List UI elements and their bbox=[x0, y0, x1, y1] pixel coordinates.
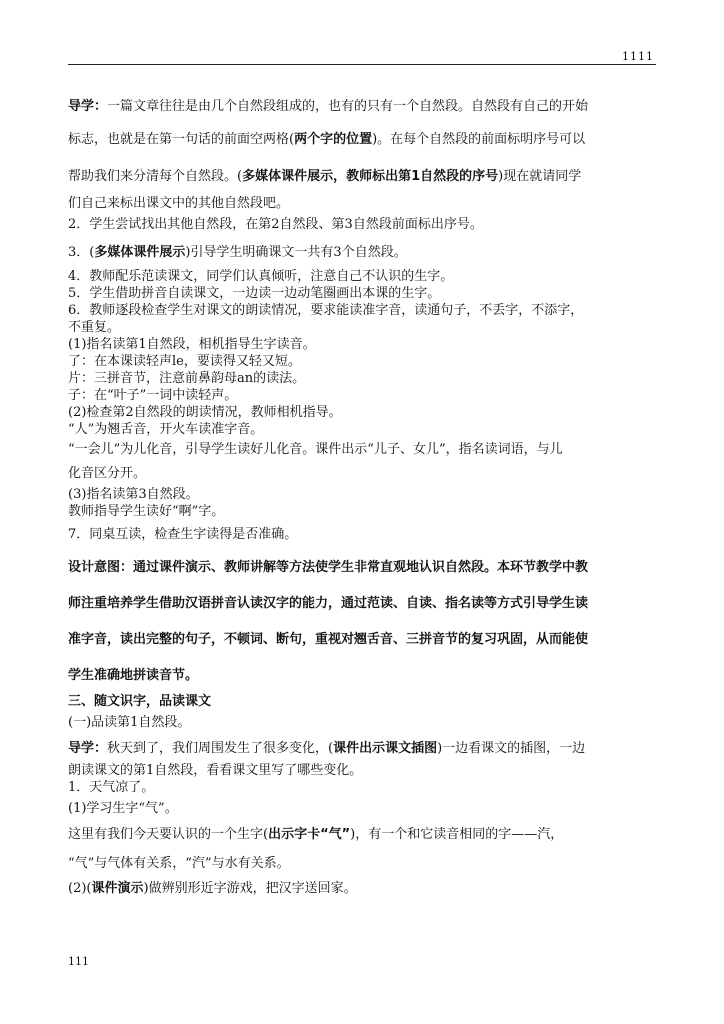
text-line bbox=[68, 735, 658, 762]
text-run: (1)学习生字“气”。 bbox=[68, 801, 178, 816]
text-line bbox=[68, 879, 658, 899]
text-line bbox=[68, 503, 658, 520]
text-line bbox=[68, 319, 658, 336]
text-run: “人”为翘舌音，开火车读准字音。 bbox=[68, 422, 264, 437]
text-line bbox=[68, 195, 658, 212]
text-run: “气”与气体有关系，“汽”与水有关系。 bbox=[68, 856, 290, 871]
text-line bbox=[68, 336, 658, 353]
text-run: 7．同桌互读，检查生字读得是否准确。 bbox=[68, 527, 298, 542]
text-line bbox=[68, 520, 658, 550]
text-run: (一)品读第1自然段。 bbox=[68, 715, 191, 730]
text-run: 一篇文章往往是由几个自然段组成的，也有的只有一个自然段。自然段有自己的开始 bbox=[107, 99, 589, 114]
bold-text: 课件演示 bbox=[91, 881, 144, 896]
text-run: 不重复。 bbox=[68, 320, 121, 335]
text-line bbox=[68, 779, 658, 796]
text-run: (1)指名读第1自然段，相机指导生字读音。 bbox=[68, 337, 316, 352]
bold-text: 出示字卡“气” bbox=[268, 827, 351, 842]
text-line bbox=[68, 462, 658, 486]
text-line bbox=[68, 586, 658, 622]
text-line bbox=[68, 849, 658, 879]
text-line bbox=[68, 438, 658, 462]
bold-text: 三、随文识字，品读课文 bbox=[68, 694, 212, 709]
text-run: 这里有我们今天要认识的一个生字( bbox=[68, 827, 269, 842]
text-run: )现在就请同学 bbox=[498, 169, 582, 184]
text-line bbox=[68, 353, 658, 370]
bold-text: 多媒体课件展示 bbox=[94, 245, 186, 260]
text-run: 朗读课文的第1自然段，看看课文里写了哪些变化。 bbox=[68, 763, 363, 778]
text-run: 3．( bbox=[68, 245, 95, 260]
text-run: (3)指名读第3自然段。 bbox=[68, 487, 199, 502]
header-page-number: 1111 bbox=[622, 50, 654, 63]
text-run: 了：在本课读轻声le，要读得又轻又短。 bbox=[68, 354, 301, 369]
bold-text: 导学： bbox=[68, 741, 108, 756]
text-run: 5．学生借助拼音自读课文，一边读一边动笔圈画出本课的生字。 bbox=[68, 286, 441, 301]
text-line bbox=[68, 710, 658, 735]
text-line bbox=[68, 622, 658, 658]
text-run: )做辨别形近字游戏，把汉字送回家。 bbox=[143, 881, 357, 896]
text-line bbox=[68, 302, 658, 319]
bold-text: 两个字的位置 bbox=[294, 132, 373, 147]
text-run: (2)检查第2自然段的朗读情况，教师相机指导。 bbox=[68, 405, 342, 420]
text-line bbox=[68, 268, 658, 285]
text-line bbox=[68, 370, 658, 387]
bold-text: 多媒体课件展示，教师标出第1自然段的序号 bbox=[242, 169, 499, 184]
bold-text: 准字音，读出完整的句子，不顿词、断句，重视对翘舌音、三拼音节的复习巩固，从而能使 bbox=[68, 632, 589, 647]
text-run: (2)( bbox=[68, 881, 92, 896]
bold-text: 师注重培养学生借助汉语拼音认读汉字的能力，通过范读、自读、指名读等方式引导学生读 bbox=[68, 596, 589, 611]
text-line bbox=[68, 387, 658, 404]
text-run: 子：在“叶子”一词中读轻声。 bbox=[68, 388, 238, 403]
text-line bbox=[68, 158, 658, 195]
text-line bbox=[68, 237, 658, 268]
text-run: 化音区分开。 bbox=[68, 466, 147, 481]
text-line bbox=[68, 404, 658, 421]
text-line bbox=[68, 821, 658, 849]
text-run: )。在每个自然段的前面标明序号可以 bbox=[372, 132, 586, 147]
text-run: 秋天到了，我们周围发生了很多变化，( bbox=[107, 741, 334, 756]
text-line bbox=[68, 658, 658, 693]
text-line bbox=[68, 421, 658, 438]
text-line bbox=[68, 693, 658, 710]
text-run: 们自己来标出课文中的其他自然段吧。 bbox=[68, 196, 290, 211]
text-line bbox=[68, 92, 658, 121]
bold-text: 导学： bbox=[68, 99, 108, 114]
text-run: “一会儿”为儿化音，引导学生读好儿化音。课件出示“儿子、女儿”，指名读词语，与儿 bbox=[68, 442, 563, 457]
text-line bbox=[68, 762, 658, 779]
text-line bbox=[68, 212, 658, 237]
text-run: 4．教师配乐范读课文，同学们认真倾听，注意自己不认识的生字。 bbox=[68, 269, 454, 284]
footer-page-number: 111 bbox=[68, 955, 89, 968]
bold-text: 设计意图：通过课件演示、教师讲解等方法使学生非常直观地认识自然段。本环节教学中教 bbox=[68, 560, 589, 575]
text-run: 帮助我们来分清每个自然段。( bbox=[68, 169, 243, 184]
text-line bbox=[68, 486, 658, 503]
text-run: 1．天气凉了。 bbox=[68, 780, 155, 795]
text-line bbox=[68, 796, 658, 821]
text-run: 标志，也就是在第一句话的前面空两格( bbox=[68, 132, 295, 147]
document-body bbox=[68, 92, 658, 899]
text-run: )一边看课文的插图，一边 bbox=[437, 741, 586, 756]
text-run: 6．教师逐段检查学生对课文的朗读情况，要求能读准字音，读通句子，不丢字，不添字， bbox=[68, 303, 584, 318]
text-run: 教师指导学生读好“啊”字。 bbox=[68, 504, 225, 519]
header-rule bbox=[68, 64, 656, 65]
text-line bbox=[68, 285, 658, 302]
text-line bbox=[68, 550, 658, 586]
text-run: 2．学生尝试找出其他自然段，在第2自然段、第3自然段前面标出序号。 bbox=[68, 217, 483, 232]
text-run: 片：三拼音节，注意前鼻韵母an的读法。 bbox=[68, 371, 306, 386]
text-line bbox=[68, 121, 658, 158]
bold-text: 课件出示课文插图 bbox=[333, 741, 438, 756]
bold-text: 学生准确地拼读音节。 bbox=[68, 668, 199, 683]
text-run: )引导学生明确课文一共有3个自然段。 bbox=[185, 245, 407, 260]
text-run: )，有一个和它读音相同的字——汽， bbox=[350, 827, 564, 842]
